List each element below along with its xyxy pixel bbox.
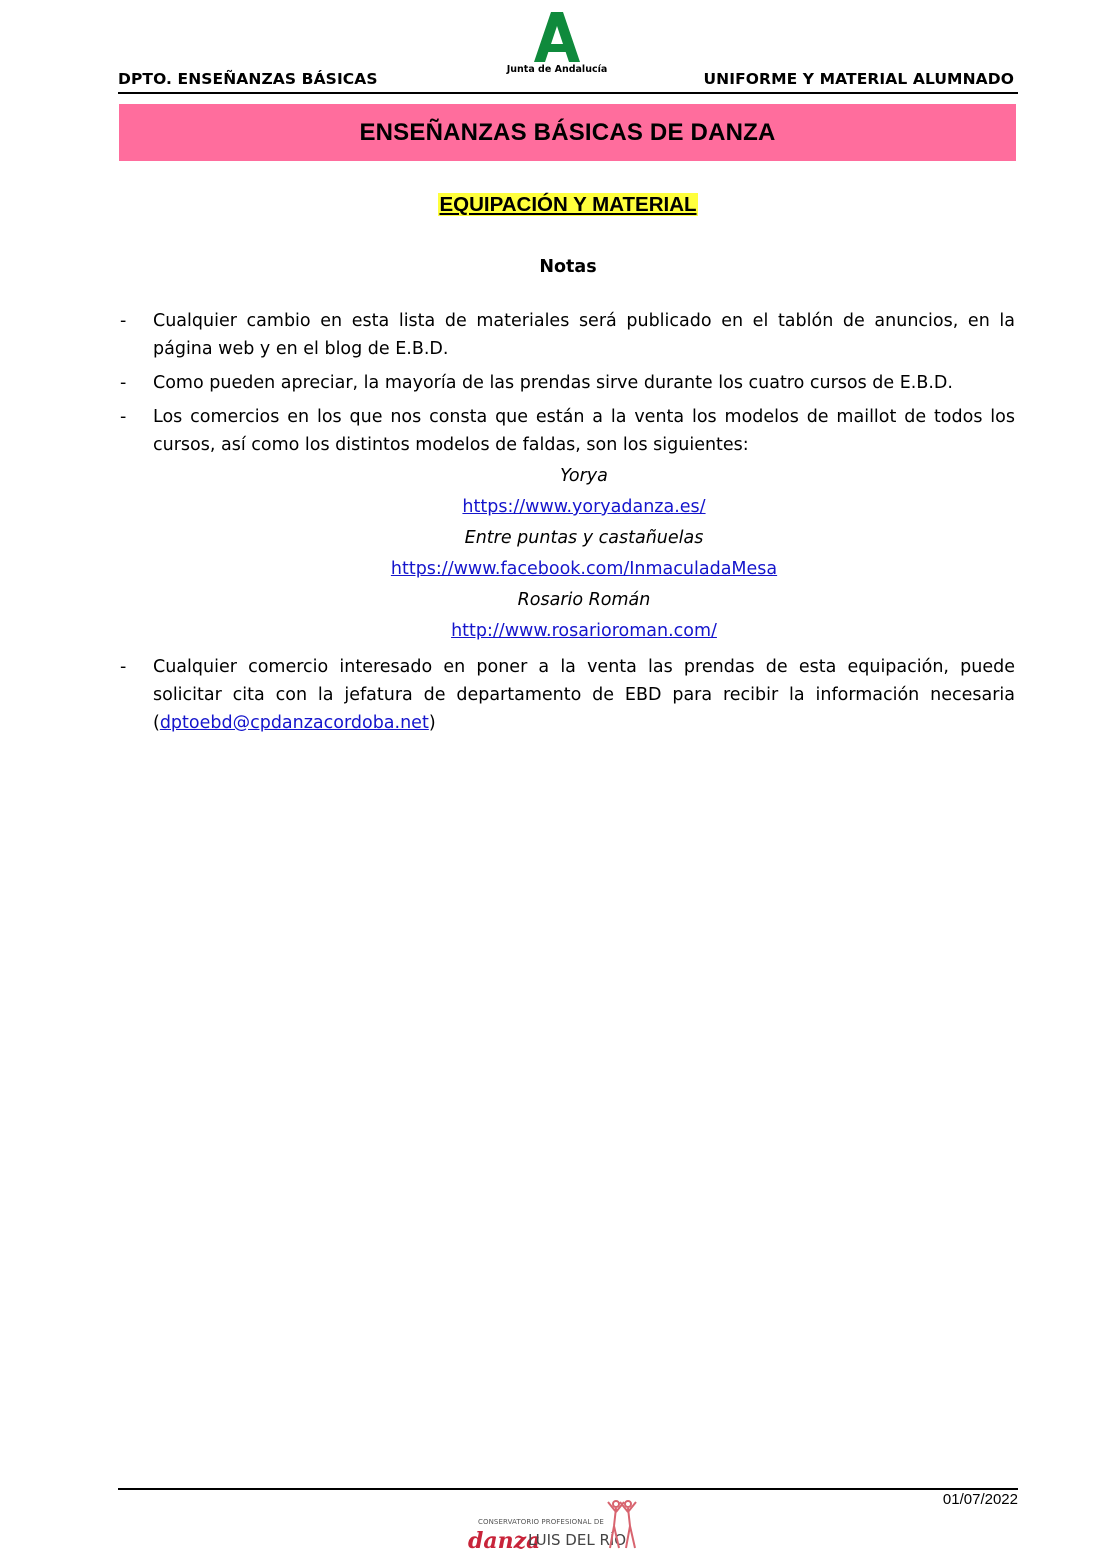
conservatorio-logo <box>466 1498 641 1558</box>
dash-bullet: - <box>120 407 127 427</box>
list-item-text: Cualquier comercio interesado en poner a la venta las prendas de esta equipación, puede solicitar cita con la jefatura de departamento de EBD para recibir la información necesaria ( <box>153 657 1015 733</box>
list-item-text: Como pueden apreciar, la mayoría de las prendas sirve durante los cuatro cursos de E.B.D. <box>153 373 953 393</box>
logo-text: Junta de Andalucía <box>506 64 608 75</box>
list-item <box>118 307 1015 363</box>
logo-danza-text: danza <box>468 1528 541 1554</box>
dash-bullet: - <box>120 311 127 331</box>
dancers-icon <box>606 1498 638 1558</box>
junta-andalucia-logo <box>502 12 612 75</box>
shop-link[interactable]: https://www.yoryadanza.es/ <box>462 497 706 517</box>
logo-name-text: LUIS DEL RÍO <box>528 1531 627 1549</box>
shop-name: Rosario Román <box>517 590 651 610</box>
list-item-text: Cualquier cambio en esta lista de materiales será publicado en el tablón de anuncios, en la página web y en el blog de E.B.D. <box>153 311 1015 359</box>
banner-title: ENSEÑANZAS BÁSICAS DE DANZA <box>359 118 776 146</box>
list-item <box>118 403 1015 647</box>
junta-andalucia-icon <box>534 12 580 62</box>
shop-name: Entre puntas y castañuelas <box>464 528 704 548</box>
title-banner <box>119 104 1016 161</box>
subtitle-text: EQUIPACIÓN Y MATERIAL <box>439 193 697 216</box>
list-item-text: Los comercios en los que nos consta que están a la venta los modelos de maillot de todos los cursos, así como los distintos modelos de faldas, son los siguientes: <box>153 407 1015 455</box>
header-document-title: UNIFORME Y MATERIAL ALUMNADO <box>703 70 1014 88</box>
notes-list <box>118 307 1015 743</box>
page-header <box>118 8 1018 94</box>
list-item <box>118 653 1015 737</box>
shop-link[interactable]: https://www.facebook.com/InmaculadaMesa <box>390 559 778 579</box>
footer-date: 01/07/2022 <box>942 1491 1018 1508</box>
shops-list <box>118 461 1015 647</box>
header-department: DPTO. ENSEÑANZAS BÁSICAS <box>118 70 378 88</box>
footer-divider <box>118 1488 1018 1490</box>
shop-name: Yorya <box>560 466 608 486</box>
shop-link[interactable]: http://www.rosarioroman.com/ <box>451 621 717 641</box>
email-link[interactable]: dptoebd@cpdanzacordoba.net <box>159 713 429 733</box>
list-item-text-end: ) <box>428 713 436 733</box>
list-item <box>118 369 1015 397</box>
section-subtitle <box>118 193 1018 217</box>
notes-heading: Notas <box>539 257 597 277</box>
logo-top-text: CONSERVATORIO PROFESIONAL DE <box>478 1518 604 1526</box>
dash-bullet: - <box>120 373 127 393</box>
dash-bullet: - <box>120 657 127 677</box>
